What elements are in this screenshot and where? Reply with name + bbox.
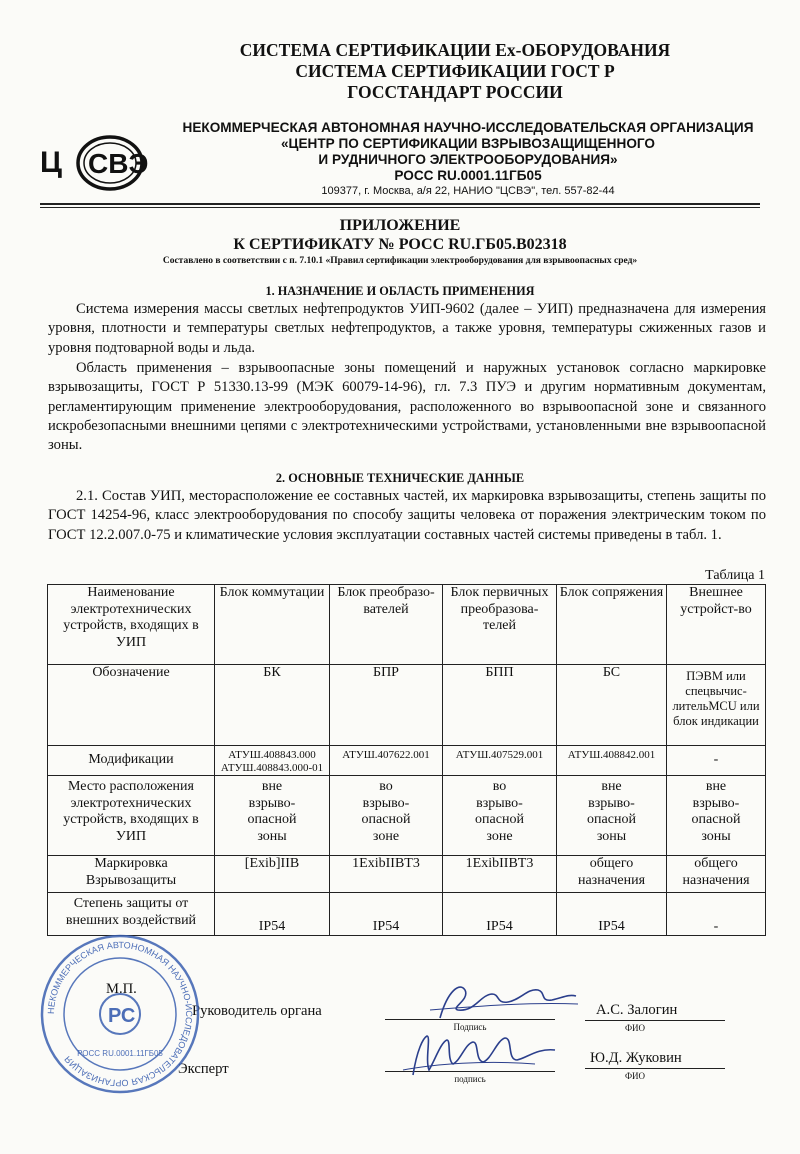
seal-outer-text: НЕКОММЕРЧЕСКАЯ АВТОНОМНАЯ НАУЧНО-ИССЛЕДОВАТЕЛЬСКАЯ ОРГАНИЗАЦИЯ [45,939,195,1089]
table-cell: общего назначения [667,856,766,893]
table-cell: IP54 [557,893,667,936]
organization-block [168,120,768,198]
table-cell: АТУШ.408842.001 [557,746,667,776]
section-1-paragraph-1: Система измерения массы светлых нефтепродуктов УИП-9602 (далее – УИП) предназначена для измерения уровня, плотности и температуры светлых нефтепродуктов, а также уровня, температуры сжиженных газов и уровня подтоварной воды и льда. [48,301,766,356]
table-cell: Блок коммутации [215,585,330,665]
table-cell: 1ExibIIBT3 [330,856,443,893]
head-signature-caption: Подпись [453,1022,487,1032]
logo-letter-c: Ц [40,146,62,179]
table-cell: Блок преобразо-вателей [330,585,443,665]
table-cell: Блок первичных преобразова-телей [443,585,557,665]
org-line-1: НЕКОММЕРЧЕСКАЯ АВТОНОМНАЯ НАУЧНО-ИССЛЕДОВАТЕЛЬСКАЯ ОРГАНИЗАЦИЯ [182,120,754,135]
table-cell: ПЭВМ или спецвычис-лительMCU или блок индикации [667,665,766,746]
svg-text:РС: РС [108,1005,136,1027]
expert-name-caption: ФИО [624,1071,646,1081]
table-row-protection [48,893,766,936]
table-cell: - [667,893,766,936]
table-row-designation [48,665,766,746]
table-cell: [Exib]IIB [215,856,330,893]
logo-letters-sve: СВЭ [88,148,149,179]
table-row-location [48,776,766,856]
org-address: 109377, г. Москва, а/я 22, НАНИО "ЦСВЭ", тел. 557-82-44 [321,185,615,197]
table-row-modifications [48,746,766,776]
expert-name: Ю.Д. Жуковин [590,1050,682,1066]
table-cell: вне взрыво-опасной зоны [557,776,667,856]
table-cell: вне взрыво-опасной зоны [667,776,766,856]
appendix-note: Составлено в соответствии с п. 7.10.1 «Правил сертификации электрооборудования для взрывоопасных сред» [162,256,638,266]
header-line-2: СИСТЕМА СЕРТИФИКАЦИИ ГОСТ Р [295,61,615,81]
table-cell: IP54 [330,893,443,936]
head-of-body-label: Руководитель органа [192,1003,322,1019]
table-header-row [48,585,766,665]
expert-name-line [585,1068,725,1069]
table-cell: БПП [443,665,557,746]
table-cell: IP54 [215,893,330,936]
table-cell: вне взрыво-опасной зоны [215,776,330,856]
head-name: А.С. Залогин [596,1002,678,1018]
org-line-2: «ЦЕНТР ПО СЕРТИФИКАЦИИ ВЗРЫВОЗАЩИЩЕННОГО [281,136,655,151]
table-cell: IP54 [443,893,557,936]
table-cell: во взрыво-опасной зоне [443,776,557,856]
header-line-1: СИСТЕМА СЕРТИФИКАЦИИ Ex-ОБОРУДОВАНИЯ [239,40,671,60]
expert-signature-caption: подпись [454,1074,486,1084]
seal-center-text: РОСС RU.0001.11ГБ05 [77,1049,163,1058]
table-cell: 1ExibIIBT3 [443,856,557,893]
head-handwritten-signature [420,980,580,1025]
table-cell: АТУШ.407622.001 [330,746,443,776]
table-cell: АТУШ.408843.000 АТУШ.408843.000-01 [215,746,330,776]
table-label: Таблица 1 [705,568,765,583]
section-1-title: 1. НАЗНАЧЕНИЕ И ОБЛАСТЬ ПРИМЕНЕНИЯ [265,284,535,298]
table-cell: АТУШ.407529.001 [443,746,557,776]
section-2-paragraph-1: 2.1. Состав УИП, месторасположение ее составных частей, их маркировка взрывозащиты, степень защиты по ГОСТ 14254-96, класс электрооборудования по способу защиты человека от поражения электрическим током по ГОСТ 12.2.007.0-75 и климатические условия эксплуатации составных частей системы приведены в табл. 1. [48,488,766,543]
table-cell: Место расположения электротехнических устройств, входящих в УИП [48,776,215,856]
table-cell: Наименование электротехнических устройств, входящих в УИП [48,585,215,665]
table-cell: БС [557,665,667,746]
appendix-title: ПРИЛОЖЕНИЕ [339,217,461,234]
table-cell: - [667,746,766,776]
certification-system-header [0,40,800,103]
stamp-place-label: М.П. [106,981,137,997]
table-cell: Модификации [48,746,215,776]
expert-handwritten-signature [395,1030,560,1080]
header-divider-thick [40,203,760,205]
components-table [47,584,766,936]
table-cell: Блок сопряжения [557,585,667,665]
header-divider-thin [40,207,760,208]
appendix-title-block [0,216,800,268]
header-line-3: ГОССТАНДАРТ РОССИИ [347,82,563,102]
section-1-paragraph-2: Область применения – взрывоопасные зоны помещений и наружных установок согласно маркировке взрывозащиты, ГОСТ Р 51330.13-99 (МЭК 60079-14-96), гл. 7.3 ПУЭ и другим нормативным документам, регламентирующим применение электрооборудования, расположенного во взрывоопасной зоне и связанного искробезопасными внешними цепями с электротехническими устройствами, установленными вне взрывоопасной зоны. [48,360,766,454]
table-cell: БК [215,665,330,746]
head-name-line [585,1020,725,1021]
section-2-title: 2. ОСНОВНЫЕ ТЕХНИЧЕСКИЕ ДАННЫЕ [275,471,525,485]
table-cell: Обозначение [48,665,215,746]
table-cell: БПР [330,665,443,746]
table-cell: Маркировка Взрывозащиты [48,856,215,893]
table-cell: во взрыво-опасной зоне [330,776,443,856]
organization-seal [38,932,202,1096]
org-line-4: РОСС RU.0001.11ГБ05 [394,168,542,183]
head-name-caption: ФИО [624,1023,646,1033]
table-cell: общего назначения [557,856,667,893]
expert-label: Эксперт [178,1061,229,1077]
org-line-3: И РУДНИЧНОГО ЭЛЕКТРООБОРУДОВАНИЯ» [318,152,618,167]
table-row-marking [48,856,766,893]
certificate-number: К СЕРТИФИКАТУ № РОСС RU.ГБ05.В02318 [233,236,567,253]
table-cell: Внешнее устройст-во [667,585,766,665]
csve-logo [38,130,164,196]
table-cell: Степень защиты от внешних воздействий [48,893,215,936]
